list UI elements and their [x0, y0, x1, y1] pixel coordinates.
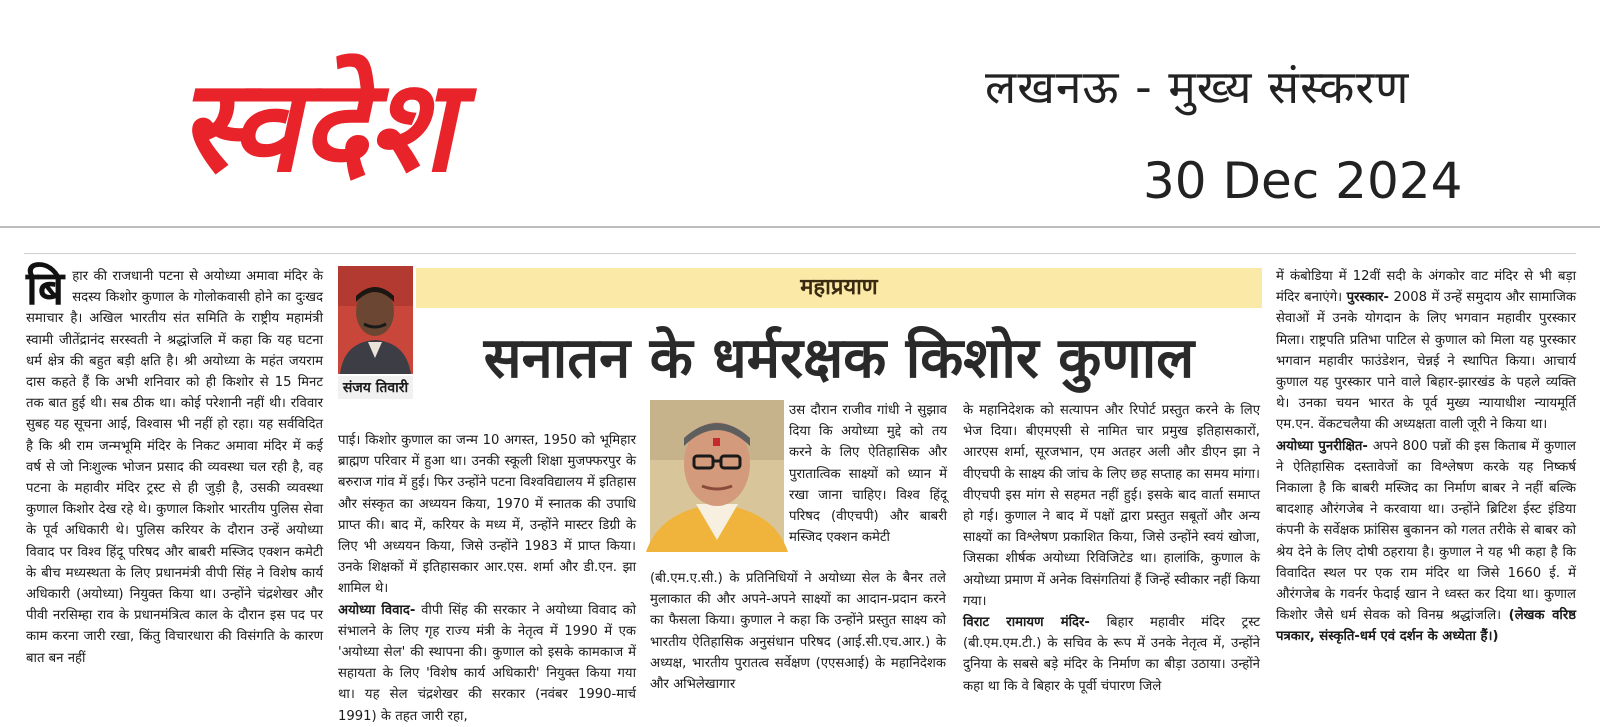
drop-cap: बि [26, 261, 65, 315]
column-5-text-a: में कंबोडिया में 12वीं सदी के अंगकोर वाट मंदिर से भी बड़ा मंदिर बनाएंगे। [1276, 269, 1576, 306]
column-3-text: उस दौरान राजीव गांधी ने सुझाव दिया कि अयोध्या मुद्दे को तय करने के लिए ऐतिहासिक और पुरातात्विक साक्ष्यों को ध्यान में रखा जाना चाहिए। विश्व हिंदू परिषद (वीएचपी) और बाबरी मस्जिद एक्शन कमेटी [789, 403, 947, 546]
subheading-puraskar: पुरस्कार- [1346, 290, 1390, 306]
swadesh-logo [165, 52, 800, 202]
article-column-5 [1276, 266, 1576, 706]
kishore-kunal-photo [650, 400, 784, 552]
author-credit: (लेखक वरिष्ठ पत्रकार, संस्कृति-धर्म एवं दर्शन के अध्येता हैं।) [1276, 608, 1577, 645]
article-column-1 [26, 261, 323, 706]
author-portrait-icon [338, 266, 413, 374]
column-2-text-b: वीपी सिंह की सरकार ने अयोध्या विवाद को संभालने के लिए गृह राज्य मंत्री के नेतृत्व में 1990 में एक 'अयोध्या सेल' की स्थापना की। कुणाल को इसके कामकाज में सहायता के लिए 'विशेष कार्य अधिकारी' नियुक्त किया गया था। यह सेल चंद्रशेखर की सरकार (नवंबर 1990-मार्च 1991) के तहत जारी रहा, [338, 602, 636, 724]
author-name: संजय तिवारी [338, 376, 413, 399]
column-4-text-b: बिहार महावीर मंदिर ट्रस्ट (बी.एम.एम.टी.) के सचिव के रूप में उनके नेतृत्व में, उन्होंने दुनिया के सबसे बड़े मंदिर के निर्माण का बीड़ा उठाया। उन्होंने कहा था कि वे बिहार के पूर्वी चंपारण जिले [963, 615, 1260, 694]
column-2-text: पाई। किशोर कुणाल का जन्म 10 अगस्त, 1950 को भूमिहार ब्राह्मण परिवार में हुआ था। उनकी स्कूली शिक्षा मुजफ्फरपुर के बरुराज गांव में हुई। फिर उन्होंने पटना विश्वविद्यालय में इतिहास और संस्कृत का अध्ययन किया, 1970 में स्नातक की उपाधि प्राप्त की। बाद में, करियर के मध्य में, उन्होंने मास्टर डिग्री के लिए भी अध्ययन किया, जिसे उन्होंने 1983 में प्राप्त किया। उनके शिक्षकों में इतिहासकार आर.एस. शर्मा और डी.एन. झा शामिल थे। [338, 433, 636, 597]
subheading-ayodhya-punarikshit: अयोध्या पुनरीक्षित- [1276, 438, 1368, 454]
logo-text: स्वदेश [173, 51, 482, 201]
kicker-label: महाप्रयाण [800, 275, 878, 300]
article-column-4 [963, 400, 1260, 706]
portrait-icon [650, 400, 784, 552]
page-top-rule [24, 253, 1576, 254]
subheading-virat-ramayan-mandir: विराट रामायण मंदिर- [963, 615, 1090, 631]
author-photo [338, 266, 413, 374]
headline: सनातन के धर्मरक्षक किशोर कुणाल [483, 326, 1195, 391]
column-3-text-b: (बी.एम.ए.सी.) के प्रतिनिधियों ने अयोध्या सेल के बैनर तले मुलाकात की और अपने-अपने साक्ष्यों का आदान-प्रदान करने का फैसला किया। कुणाल ने कहा कि उन्होंने प्रस्तुत साक्ष्य को भारतीय ऐतिहासिक अनुसंधान परिषद (आई.सी.एच.आर.) के अध्यक्ष, भारतीय पुरातत्व सर्वेक्षण (एएसआई) के महानिदेशक और अभिलेखागार [650, 571, 946, 693]
article-column-2 [338, 430, 636, 724]
edition-label: लखनऊ - मुख्य संस्करण [985, 60, 1410, 114]
subheading-ayodhya-vivad: अयोध्या विवाद- [338, 602, 416, 618]
article-column-3 [789, 400, 947, 552]
masthead-divider [0, 226, 1600, 228]
issue-date: 30 Dec 2024 [1143, 152, 1463, 210]
column-4-text: के महानिदेशक को सत्यापन और रिपोर्ट प्रस्तुत करने के लिए भेज दिया। बीएमएसी से नामित चार प्रमुख इतिहासकारों, आरएस शर्मा, सूरजभान, एम अतहर अली और डीएन झा ने वीएचपी के साक्ष्य की जांच के लिए छह सप्ताह का समय मांगा। वीएचपी इस मांग से सहमत नहीं हुई। इसके बाद वार्ता समाप्त हो गई। कुणाल ने बाद में पक्षों द्वारा प्रस्तुत सबूतों और अन्य साक्ष्यों का विश्लेषण प्रकाशित किया, जिसे उन्होंने स्वयं खोजा, जिसका शीर्षक अयोध्या रिविजिटेड था। हालांकि, कुणाल के अयोध्या प्रमाण में अनेक विसंगतियां हैं जिन्हें स्वीकार नहीं किया गया। [963, 403, 1260, 609]
column-5-text-b: 2008 में उन्हें समुदाय और सामाजिक सेवाओं में उनके योगदान के लिए भगवान महावीर पुरस्कार मिला। राष्ट्रपति प्रतिभा पाटिल से कुणाल को मिला यह पुरस्कार भगवान महावीर फाउंडेशन, चेन्नई ने स्थापित किया। आचार्य कुणाल यह पुरस्कार पाने वाले बिहार-झारखंड के पहले व्यक्ति थे। उनका चयन भारत के पूर्व मुख्य न्यायाधीश न्यायमूर्ति एम.एन. वेंकटचलैया की अध्यक्षता वाली जूरी ने किया था। [1276, 290, 1576, 433]
masthead [0, 0, 1600, 228]
column-1-text: हार की राजधानी पटना से अयोध्या अमावा मंदिर के सदस्य किशोर कुणाल के गोलोकवासी होने का दुःखद समाचार है। अखिल भारतीय संत समिति के राष्ट्रीय महामंत्री स्वामी जीतेंद्रानंद सरस्वती ने श्रद्धांजलि में कहा कि यह घटना धर्म क्षेत्र की बहुत बड़ी क्षति है। श्री अयोध्या के महंत जयराम दास कहते हैं कि अभी शनिवार को ही किशोर से 15 मिनट तक बात हुई थी। सब ठीक था। कोई परेशानी नहीं थी। रविवार सुबह यह सूचना आई, विश्वास भी नहीं हो रहा। यह सर्वविदित है कि श्री राम जन्मभूमि मंदिर के निकट अमावा मंदिर में कई वर्ष से जो निःशुल्क भोजन प्रसाद की व्यवस्था चल रही है, वह पटना के महावीर मंदिर ट्रस्ट से ही जुड़ी है, उसकी व्यवस्था कुणाल किशोर देख रहे थे। कुणाल किशोर भारतीय पुलिस सेवा के पूर्व अधिकारी थे। पुलिस करियर के दौरान उन्हें अयोध्या विवाद पर विश्व हिंदू परिषद और बाबरी मस्जिद एक्शन कमेटी के बीच मध्यस्थता के लिए प्रधानमंत्री वीपी सिंह ने विशेष कार्य अधिकारी (अयोध्या) नियुक्त किया था। उन्होंने चंद्रशेखर और पीवी नरसिम्हा राव के प्रधानमंत्रित्व काल के दौरान इस पद पर काम करना जारी रखा, किंतु विचारधारा की विसंगति के कारण बात बन नहीं [26, 269, 323, 666]
article-column-3-continued [650, 568, 946, 706]
column-5-text-c: अपने 800 पन्नों की इस किताब में कुणाल ने ऐतिहासिक दस्तावेजों का विश्लेषण करके यह निष्कर्ष निकाला है कि बाबरी मस्जिद का निर्माण बाबर ने नहीं बल्कि बादशाह औरंगजेब ने करवाया था। उन्होंने ब्रिटिश ईस्ट इंडिया कंपनी के सर्वेक्षक फ्रांसिस बुकानन को गलत तरीके से बाबर को श्रेय देने के लिए दोषी ठहराया है। कुणाल ने यह भी कहा है कि विवादित स्थल पर एक राम मंदिर था जिसे 1660 ई. में औरंगजेब के गवर्नर फेदाई खान ने ध्वस्त कर दिया था। कुणाल किशोर जैसे धर्म सेवक को विनम्र श्रद्धांजलि। [1276, 438, 1576, 624]
